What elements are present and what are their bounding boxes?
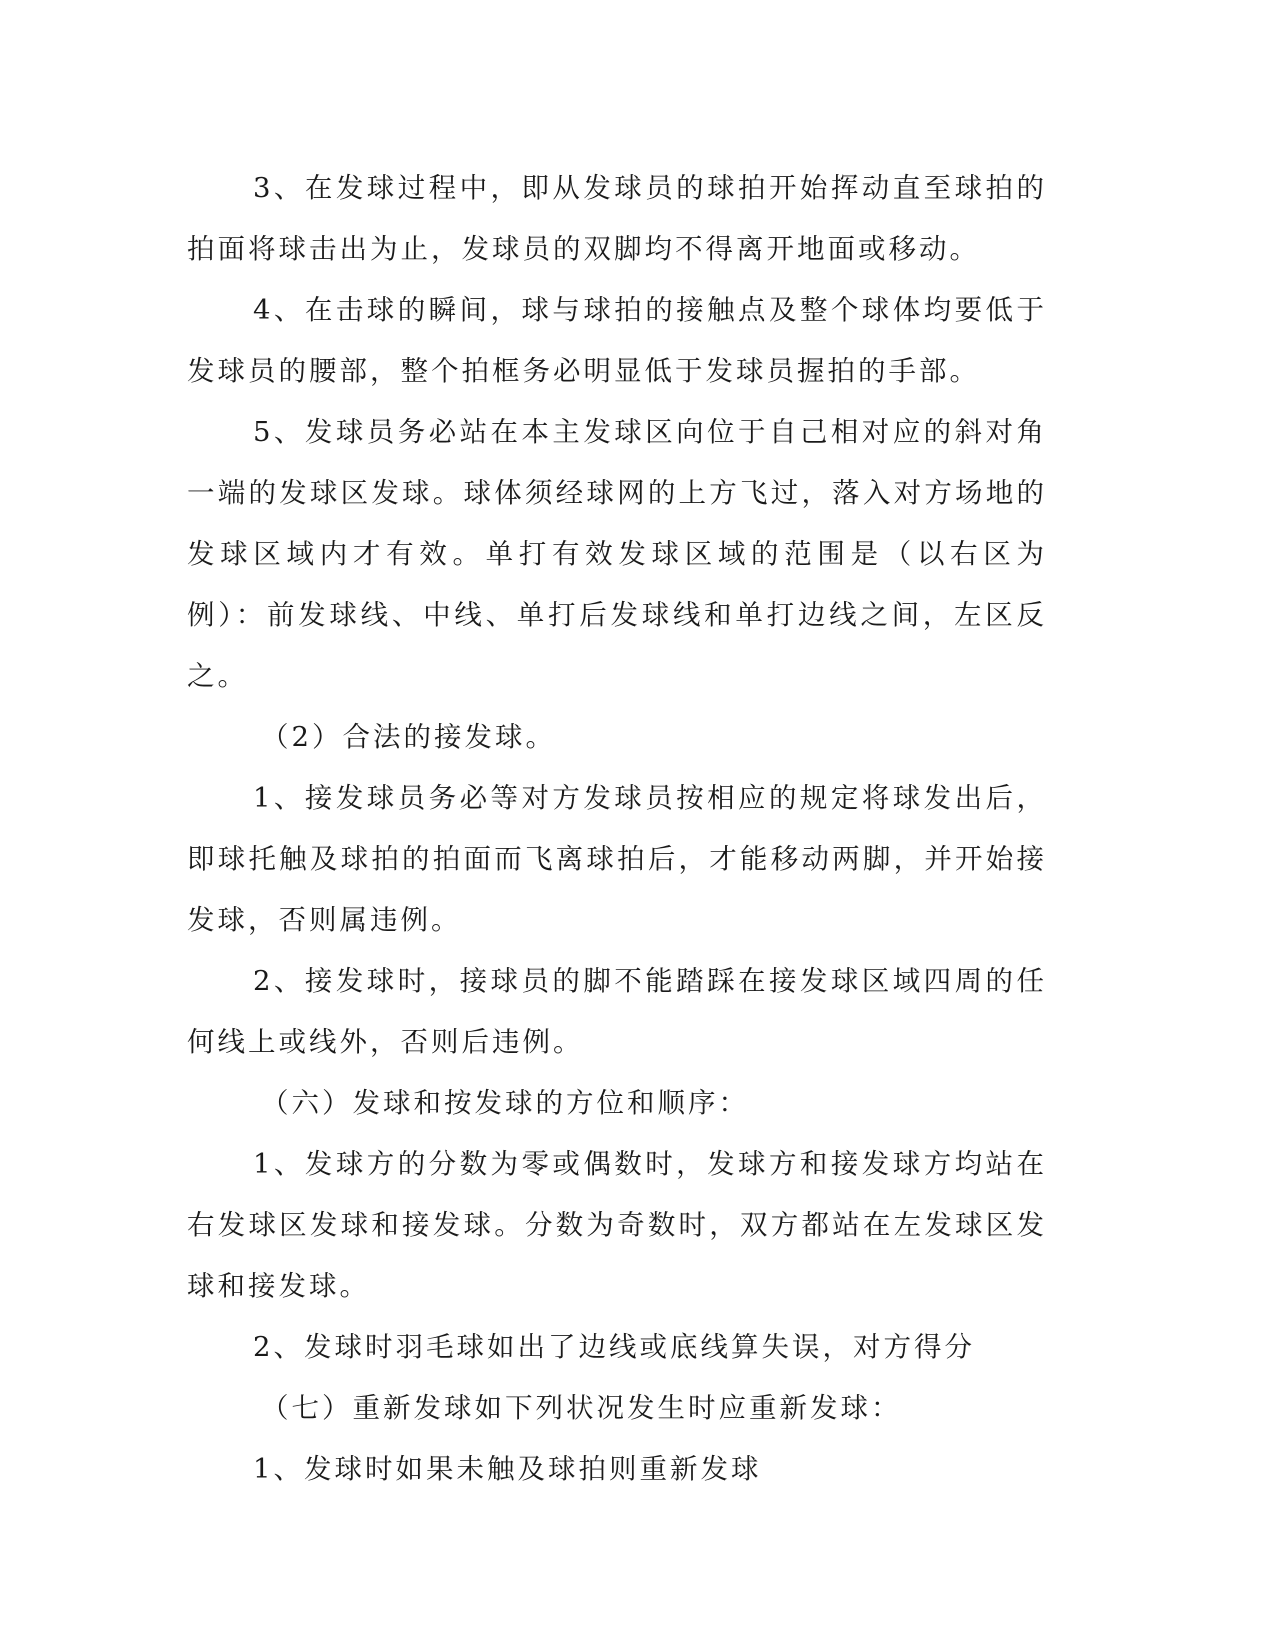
section-heading-legal-receive: （2）合法的接发球。 xyxy=(261,721,556,753)
paragraph-position-rule-2: 2、发球时羽毛球如出了边线或底线算失误，对方得分 xyxy=(253,1331,975,1363)
section-heading-six: （六）发球和按发球的方位和顺序： xyxy=(261,1087,749,1119)
paragraph-position-rule-1: 1、发球方的分数为零或偶数时，发球方和接发球方均站在右发球区发球和接发球。分数为奇数时，双方都站在左发球区发球和接发球。 xyxy=(187,1148,1047,1302)
paragraph-reserve-rule-1: 1、发球时如果未触及球拍则重新发球 xyxy=(253,1453,762,1485)
paragraph-serve-rule-3: 3、在发球过程中，即从发球员的球拍开始挥动直至球拍的拍面将球击出为止，发球员的双脚均不得离开地面或移动。 xyxy=(187,172,1047,265)
section-heading-seven: （七）重新发球如下列状况发生时应重新发球： xyxy=(261,1392,902,1424)
paragraph-receive-rule-2: 2、接发球时，接球员的脚不能踏踩在接发球区域四周的任何线上或线外，否则后违例。 xyxy=(187,965,1047,1058)
paragraph-receive-rule-1: 1、接发球员务必等对方发球员按相应的规定将球发出后，即球托触及球拍的拍面而飞离球拍后，才能移动两脚，并开始接发球，否则属违例。 xyxy=(187,782,1047,936)
paragraph-serve-rule-4: 4、在击球的瞬间，球与球拍的接触点及整个球体均要低于发球员的腰部，整个拍框务必明显低于发球员握拍的手部。 xyxy=(187,294,1047,387)
paragraph-serve-rule-5: 5、发球员务必站在本主发球区向位于自己相对应的斜对角一端的发球区发球。球体须经球网的上方飞过，落入对方场地的发球区域内才有效。单打有效发球区域的范围是（以右区为例）：前发球线、中线、单打后发球线和单打边线之间，左区反之。 xyxy=(187,416,1047,692)
document-body xyxy=(187,158,1047,1500)
